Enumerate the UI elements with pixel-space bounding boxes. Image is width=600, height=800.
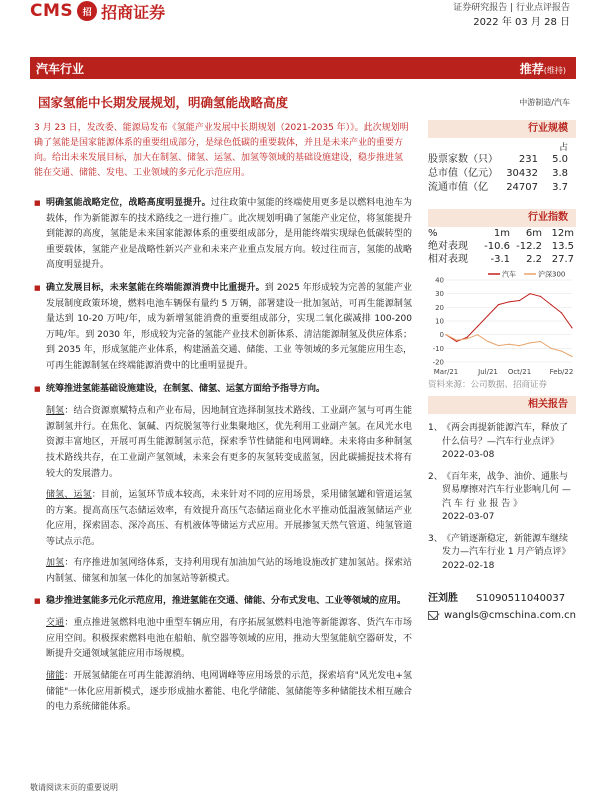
scale-value: 24707 [506, 182, 538, 193]
perf-cell: 2.2 [526, 254, 542, 265]
perf-cell: -3.1 [490, 254, 510, 265]
y-tick-label: 40 [435, 276, 444, 285]
series-point [508, 301, 509, 302]
bullet-2-heading: 确立发展目标，未来氢能在终端能源消费中比重提升。 [46, 282, 265, 293]
body-content [34, 196, 412, 722]
perf-col: 12m [551, 228, 574, 239]
sector-tag: 中游制造/汽车 [519, 98, 570, 107]
x-tick-label: Mar/21 [433, 368, 459, 376]
industry-bar [30, 57, 576, 79]
related-num: 3、 [428, 533, 443, 544]
scale-share: 3.8 [552, 168, 568, 179]
perf-heading: 行业指数 [428, 209, 576, 227]
scale-unit: 占 [558, 143, 568, 153]
subpara-label: 储氢、运氢 [46, 490, 92, 501]
series-point [466, 337, 467, 338]
series-point [550, 304, 551, 305]
subpara-energy-storage [46, 669, 412, 716]
series-point [477, 326, 478, 327]
series-point [571, 327, 572, 328]
subpara-refueling [46, 556, 412, 587]
related-report-3[interactable] [428, 533, 576, 574]
rating-sub: (维持) [543, 66, 566, 75]
related-num: 2、 [428, 471, 443, 482]
series-point [540, 341, 541, 342]
perf-row [428, 240, 576, 253]
x-tick-label: Oct/21 [507, 368, 532, 376]
analyst-block [428, 589, 576, 621]
scale-share: 3.7 [552, 182, 568, 193]
subpara-transport [46, 616, 412, 663]
perf-key: 相对表现 [428, 254, 468, 265]
bullet-4 [34, 594, 412, 610]
related-title: 《产销逐渐稳定，新能源车继续发力—汽车行业 1 月产销点评》 [442, 533, 571, 557]
scale-row [428, 167, 576, 181]
scale-key: 流通市值（亿 [428, 182, 488, 193]
bullet-1-heading: 明确氢能战略定位，战略高度明显提升。 [46, 198, 211, 208]
series-line-0 [446, 294, 572, 342]
series-point [498, 345, 499, 346]
chart-source: 资料来源：公司数据、招商证券 [428, 380, 548, 390]
bullet-3 [34, 382, 412, 398]
brand-logo [30, 0, 165, 22]
related-report-2[interactable] [428, 471, 576, 525]
footer-note: 敬请阅读末页的重要说明 [30, 783, 118, 792]
subpara-storage-transport [46, 488, 412, 550]
perf-col: % [428, 228, 438, 239]
related-title: 《两会再提新能源汽车，释放了什么信号？—汽车行业点评》 [442, 423, 569, 447]
rating-value: 推荐 [519, 62, 544, 76]
report-header [0, 0, 600, 42]
related-title: 《百年来，战争、油价、通胀与贸易摩擦对汽车行业影响几何 — 汽 车 行 业 报 告 》 [442, 471, 571, 509]
scale-value: 30432 [506, 168, 538, 179]
perf-cell: 13.5 [551, 241, 574, 252]
perf-col: 1m [493, 228, 510, 239]
scale-value: 231 [518, 154, 538, 165]
perf-row [428, 253, 576, 266]
y-tick-label: -10 [432, 344, 444, 353]
series-point [498, 304, 499, 305]
related-date: 2022-02-18 [442, 560, 495, 571]
series-point [519, 300, 520, 301]
logo-cms-text: CMS [30, 1, 74, 21]
legend-index-label: 沪深300 [538, 270, 566, 279]
scale-row [428, 181, 576, 195]
logo-cn-text: 招商证券 [101, 2, 166, 22]
related-date: 2022-03-07 [442, 512, 495, 522]
perf-col: 6m [525, 228, 542, 239]
series-point [466, 338, 467, 339]
abstract-paragraph: 3 月 23 日，发改委、能源局发布《氢能产业发展中长期规划（2021-2035 年）》。此次规划明确了氢能是国家能源体系的重要组成部分，是绿色低碳的重要载体，并且是未来产业的重要方向。给出未来发展目标，加大在制氢、储氢、运氢、加氢等领域的基础设施建设，稳步推进氢能在交通、储能、发电、工业领域的多元化示范应用。 [34, 123, 409, 178]
perf-cell: -10.6 [484, 241, 510, 252]
series-point [540, 296, 541, 297]
series-point [487, 341, 488, 342]
perf-header-row [428, 227, 576, 240]
logo-badge-icon: 招 [77, 1, 97, 21]
subpara-label: 交通 [46, 618, 65, 629]
rating-label [520, 60, 566, 77]
related-num: 1、 [428, 423, 443, 433]
series-point [529, 293, 530, 294]
scale-share: 5.0 [552, 154, 568, 165]
series-point [487, 315, 488, 316]
report-kind: 证券研究报告 | 行业点评报告 [453, 3, 570, 13]
series-point [508, 344, 509, 345]
subpara-text: ：结合资源禀赋特点和产业布局，因地制宜选择制氢技术路线、工业副产氢与可再生能源制氢并行。在焦化、氯碱、丙烷脱氢等行业集聚地区，优先利用工业副产氢。在风光水电资源丰富地区，开展可再生能源制氢示范，探索季节性储能和电网调峰。未来将由多种制氢技术路线共存，在工业副产氢领域，未来会有更多的灰氢转变成蓝氢，因此碳捕捉技术将有较大的发展潜力。 [46, 406, 412, 479]
subpara-label: 制氢 [46, 406, 65, 417]
analyst-name: 汪刘胜 [428, 593, 458, 604]
subpara-label: 储能 [46, 671, 65, 682]
subpara-text: ：开展氢储能在可再生能源消纳、电网调峰等应用场景的示范，探索培育"风光发电+氢储能"一体化应用新模式，逐步形成抽水蓄能、电化学储能、氢储能等多种储能技术相互融合的电力系统储能体系。 [46, 671, 412, 713]
y-tick-label: 10 [435, 317, 444, 326]
mail-icon [428, 611, 438, 620]
bullet-4-heading: 稳步推进氢能多元化示范应用，推进氢能在交通、储能、分布式发电、工业等领域的应用。 [46, 595, 407, 606]
subpara-text: ：重点推进氢燃料电池中重型车辆应用，有序拓展氢燃料电池等新能源客、货汽车市场应用空间。积极探索燃料电池在船舶、航空器等领域的应用，推动大型氢能航空器研发，不断提升交通领域氢能应用市场规模。 [46, 618, 412, 660]
related-heading: 相关报告 [428, 396, 576, 414]
subpara-text: ：目前，运氢环节成本较高，未来针对不同的应用场景，采用储氢罐和管道运氢的方案。提高高压气态储运效率，有效提升高压气态储运商业化水平推动低温液氢储运产业化应用，探索固态、深冷高压、有机液体等储运方式应用。开展掺氢天然气管道、纯氢管道等试点示范。 [46, 490, 412, 547]
y-tick-label: 20 [435, 303, 444, 312]
series-point [550, 348, 551, 349]
scale-key: 股票家数（只） [428, 154, 498, 165]
perf-key: 绝对表现 [428, 241, 468, 252]
y-tick-label: -20 [432, 358, 444, 367]
series-point [456, 340, 457, 341]
performance-chart-svg [428, 268, 576, 378]
performance-chart [428, 268, 576, 378]
y-tick-label: 0 [439, 331, 444, 340]
series-point [519, 345, 520, 346]
scale-heading: 行业规模 [428, 120, 576, 138]
series-point [561, 312, 562, 313]
legend-car-label: 汽车 [502, 270, 516, 279]
x-tick-label: Jul/21 [478, 368, 498, 376]
bullet-1-text: 过往政策中氢能的终端使用更多是以燃料电池车为载体，作为新能源车的技术路线之一进行推广。此次规划明确了氢能产业定位，将氢能提升到能源的高度，氢能是未来国家能源体系的重要组成部分，是用能终端实现绿色低碳转型的重要载体，氢能产业是战略性新兴产业和未来产业重点发展方向。较过往而言，氢能的战略高度明显提升。 [46, 198, 412, 271]
analyst-id: S1090511040037 [476, 593, 566, 604]
bullet-2 [34, 281, 412, 375]
industry-label: 汽车行业 [36, 62, 85, 76]
series-point [456, 341, 457, 342]
perf-cell: 27.7 [551, 254, 574, 265]
scale-row [428, 153, 576, 167]
bullet-3-heading: 统筹推进氢能基础设施建设，在制氢、储氢、运氢方面给予指导方向。 [46, 383, 326, 394]
scale-key: 总市值（亿元） [428, 168, 498, 179]
series-point [571, 356, 572, 357]
subpara-label: 加氢 [46, 558, 65, 569]
related-date: 2022-03-08 [442, 450, 495, 460]
report-date: 2022 年 03 月 28 日 [473, 17, 570, 28]
analyst-email[interactable]: wangls@cmschina.com.cn [443, 610, 576, 621]
series-point [477, 334, 478, 335]
series-point [561, 350, 562, 351]
series-point [445, 334, 446, 335]
subpara-hydrogen-production [46, 404, 412, 482]
series-point [529, 342, 530, 343]
report-title: 国家氢能中长期发展规划，明确氢能战略高度 [38, 95, 289, 110]
bullet-2-text: 到 2025 年形成较为完善的氢能产业发展制度政策环境，燃料电池车辆保有量约 5 万辆，部署建设一批加氢站，可再生能源制氢量达到 10-20 万吨/年，成为新增氢能消费的重要组成部分，实现二氧化碳减排 100-200 万吨/年。到 2030 年，形成较为完备的氢能产业技术创新体系、清洁能源制氢及供应体系；到 2035 年，形成氢能产业体系，构建涵盖交通、储能、工业 等领域的多元氢能应用生态，可再生能源制氢在终端能源消费中的比重明显提升。 [46, 282, 412, 371]
subpara-text: ：有序推进加氢网络体系，支持利用现有加油加气站的场地设施改扩建加氢站。探索站内制氢、储氢和加氢一体化的加氢站等新模式。 [46, 558, 412, 585]
y-tick-label: 30 [435, 290, 444, 299]
bullet-1 [34, 196, 412, 274]
related-report-1[interactable] [428, 422, 576, 463]
sidebar [428, 120, 576, 621]
x-tick-label: Feb/22 [549, 368, 574, 376]
perf-cell: -12.2 [516, 241, 542, 252]
